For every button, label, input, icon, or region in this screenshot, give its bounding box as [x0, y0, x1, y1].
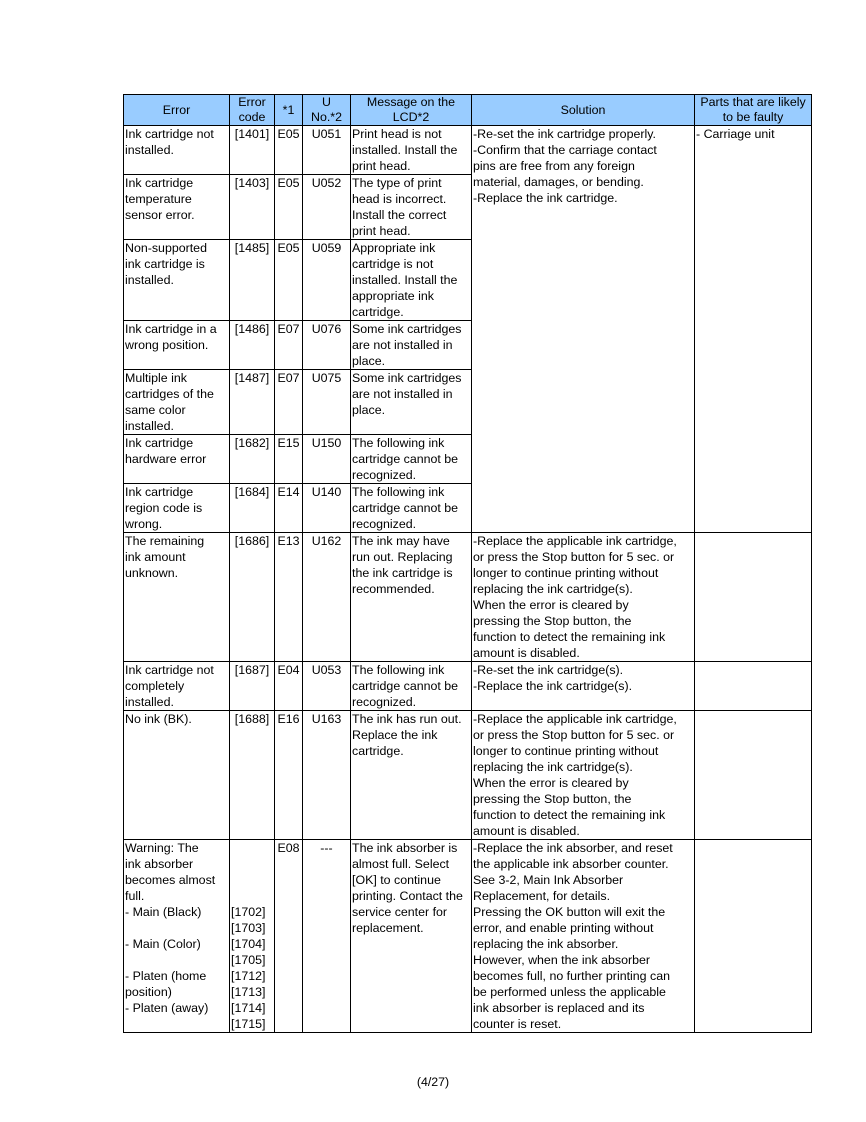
code-cell: [1485]	[230, 240, 275, 321]
e-cell: E05	[275, 126, 303, 175]
u-cell: U150	[303, 435, 351, 484]
header-parts: Parts that are likely to be faulty	[695, 95, 812, 126]
error-cell: Ink cartridge region code is wrong.	[124, 484, 230, 533]
e-cell: E08	[275, 840, 303, 1033]
table-row	[124, 662, 812, 711]
e-cell: E07	[275, 370, 303, 435]
error-cell: No ink (BK).	[124, 711, 230, 840]
message-cell: The ink absorber is almost full. Select [OK] to continue printing. Contact the service center for replacement.	[351, 840, 472, 1033]
code-cell: [1684]	[230, 484, 275, 533]
u-cell: U076	[303, 321, 351, 370]
solution-cell: -Re-set the ink cartridge(s). -Replace the ink cartridge(s).	[472, 662, 695, 711]
header-u-no: U No.*2	[303, 95, 351, 126]
error-cell: Ink cartridge temperature sensor error.	[124, 175, 230, 240]
message-cell: The type of print head is incorrect. Install the correct print head.	[351, 175, 472, 240]
error-cell: The remaining ink amount unknown.	[124, 533, 230, 662]
u-cell: U163	[303, 711, 351, 840]
message-cell: The following ink cartridge cannot be recognized.	[351, 484, 472, 533]
message-cell: Print head is not installed. Install the print head.	[351, 126, 472, 175]
table-row	[124, 711, 812, 840]
u-cell: U052	[303, 175, 351, 240]
code-cell: [1686]	[230, 533, 275, 662]
message-cell: Appropriate ink cartridge is not installed. Install the appropriate ink cartridge.	[351, 240, 472, 321]
u-cell: ---	[303, 840, 351, 1033]
u-cell: U059	[303, 240, 351, 321]
page-number: (4/27)	[416, 1075, 450, 1089]
e-cell: E14	[275, 484, 303, 533]
e-cell: E05	[275, 175, 303, 240]
error-cell: Ink cartridge hardware error	[124, 435, 230, 484]
u-cell: U162	[303, 533, 351, 662]
code-cell: [1687]	[230, 662, 275, 711]
code-cell: [1401]	[230, 126, 275, 175]
u-cell: U140	[303, 484, 351, 533]
message-cell: Some ink cartridges are not installed in place.	[351, 321, 472, 370]
error-cell: Ink cartridge not installed.	[124, 126, 230, 175]
solution-cell: -Replace the applicable ink cartridge, or press the Stop button for 5 sec. or longer to continue printing without replacing the ink cartridge(s). When the error is cleared by pressing the Stop button, the function to detect the remaining ink amount is disabled.	[472, 711, 695, 840]
error-cell: Non-supported ink cartridge is installed.	[124, 240, 230, 321]
table-row	[124, 533, 812, 662]
error-cell: Ink cartridge in a wrong position.	[124, 321, 230, 370]
parts-cell	[695, 662, 812, 711]
header-solution: Solution	[472, 95, 695, 126]
header-error: Error	[124, 95, 230, 126]
message-cell: The ink has run out. Replace the ink cartridge.	[351, 711, 472, 840]
code-cell: [1702] [1703] [1704] [1705] [1712] [1713] [1714] [1715]	[230, 840, 275, 1033]
error-cell: Ink cartridge not completely installed.	[124, 662, 230, 711]
e-cell: E07	[275, 321, 303, 370]
code-cell: [1487]	[230, 370, 275, 435]
message-cell: The ink may have run out. Replacing the ink cartridge is recommended.	[351, 533, 472, 662]
message-cell: The following ink cartridge cannot be recognized.	[351, 662, 472, 711]
u-cell: U051	[303, 126, 351, 175]
e-cell: E13	[275, 533, 303, 662]
solution-cell: -Replace the ink absorber, and reset the applicable ink absorber counter. See 3-2, Main Ink Absorber Replacement, for details. Pressing the OK button will exit the error, and enable printing without replacing the ink absorber. However, when the ink absorber becomes full, no further printing can be performed unless the applicable ink absorber is replaced and its counter is reset.	[472, 840, 695, 1033]
parts-cell: - Carriage unit	[695, 126, 812, 533]
e-cell: E16	[275, 711, 303, 840]
code-cell: [1486]	[230, 321, 275, 370]
code-cell: [1682]	[230, 435, 275, 484]
code-cell: [1403]	[230, 175, 275, 240]
header-message: Message on the LCD*2	[351, 95, 472, 126]
e-cell: E04	[275, 662, 303, 711]
error-cell: Warning: The ink absorber becomes almost full. - Main (Black) - Main (Color) - Platen (home position) - Platen (away)	[124, 840, 230, 1033]
table-header-row	[124, 95, 812, 126]
table-row	[124, 126, 812, 175]
error-table	[123, 94, 812, 1033]
solution-cell: -Replace the applicable ink cartridge, or press the Stop button for 5 sec. or longer to continue printing without replacing the ink cartridge(s). When the error is cleared by pressing the Stop button, the function to detect the remaining ink amount is disabled.	[472, 533, 695, 662]
message-cell: Some ink cartridges are not installed in place.	[351, 370, 472, 435]
u-cell: U075	[303, 370, 351, 435]
e-cell: E05	[275, 240, 303, 321]
parts-cell	[695, 533, 812, 662]
header-star1: *1	[275, 95, 303, 126]
e-cell: E15	[275, 435, 303, 484]
table-row	[124, 840, 812, 1033]
header-error-code: Error code	[230, 95, 275, 126]
error-cell: Multiple ink cartridges of the same color installed.	[124, 370, 230, 435]
code-cell: [1688]	[230, 711, 275, 840]
solution-cell: -Re-set the ink cartridge properly. -Confirm that the carriage contact pins are free from any foreign material, damages, or bending. -Replace the ink cartridge.	[472, 126, 695, 533]
u-cell: U053	[303, 662, 351, 711]
parts-cell	[695, 711, 812, 840]
parts-cell	[695, 840, 812, 1033]
message-cell: The following ink cartridge cannot be recognized.	[351, 435, 472, 484]
